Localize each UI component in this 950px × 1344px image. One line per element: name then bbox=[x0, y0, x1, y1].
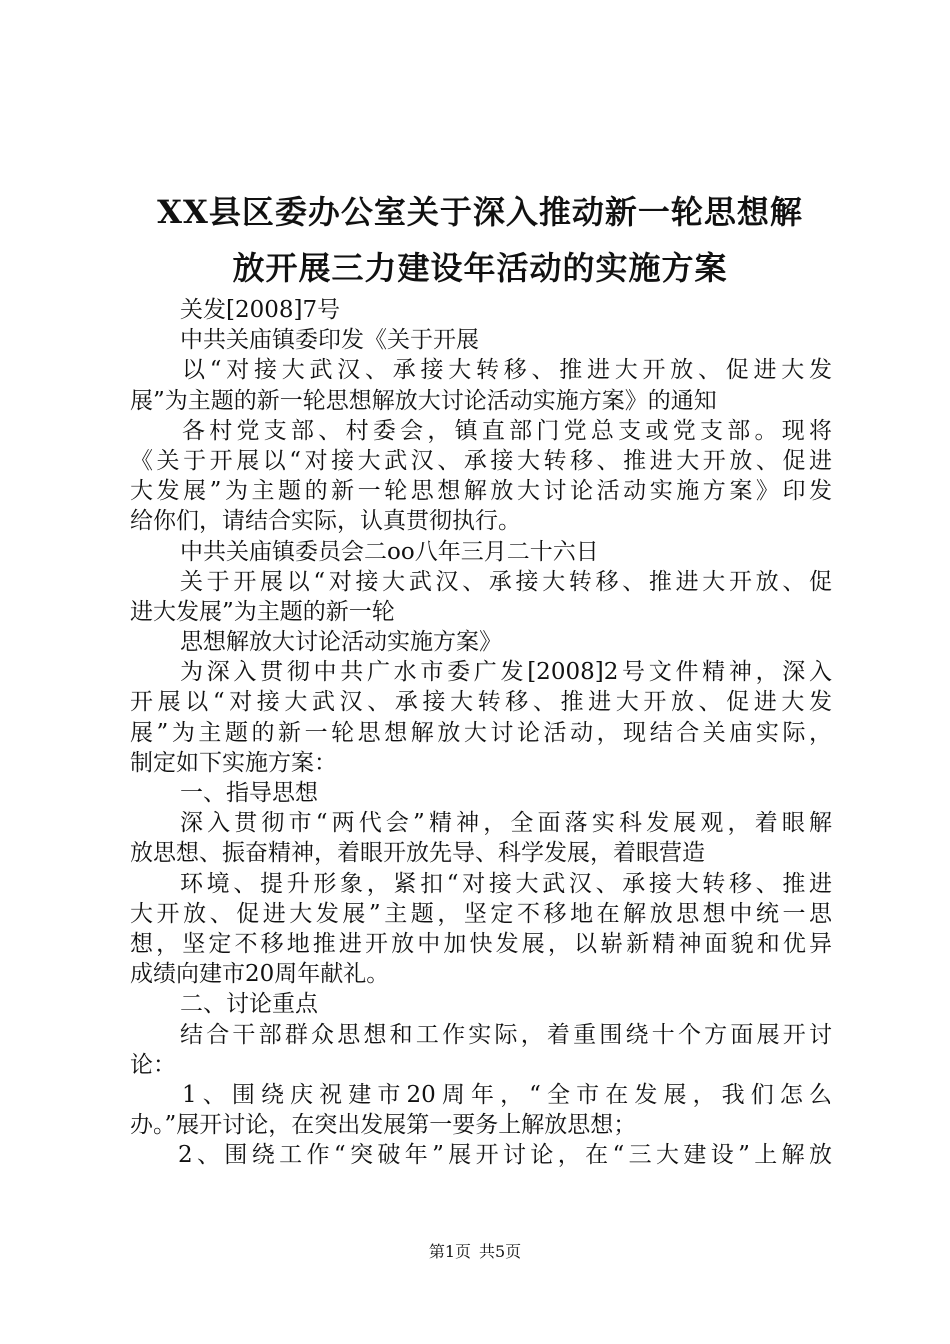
signature-date-line: 中共关庙镇委员会二oo八年三月二十六日 bbox=[180, 538, 599, 565]
page-footer bbox=[0, 1241, 950, 1263]
paragraph-line: 成绩向建市20周年献礼。 bbox=[130, 961, 390, 988]
paragraph-line: 为深入贯彻中共广水市委广发[2008]2号文件精神，深入 bbox=[180, 659, 832, 686]
document-body bbox=[130, 295, 832, 1170]
paragraph-line: 展”为主题的新一轮思想解放大讨论活动，现结合关庙实际， bbox=[130, 719, 832, 746]
doc-number: 关发[2008]7号 bbox=[180, 297, 341, 323]
paragraph-line: 想，坚定不移地推进开放中加快发展，以崭新精神面貌和优异 bbox=[130, 930, 832, 957]
paragraph-line: 给你们，请结合实际，认真贯彻执行。 bbox=[130, 508, 521, 535]
document-title-line-2: 放开展三力建设年活动的实施方案 bbox=[232, 249, 728, 287]
notice-title-line: 展”为主题的新一轮思想解放大讨论活动实施方案》的通知 bbox=[130, 387, 717, 414]
notice-title-line: 以“对接大武汉、承接大转移、推进大开放、促进大发 bbox=[182, 357, 832, 384]
section-heading: 二、讨论重点 bbox=[180, 991, 318, 1018]
plan-title-line: 关于开展以“对接大武汉、承接大转移、推进大开放、促 bbox=[180, 568, 832, 595]
paragraph-line: 深入贯彻市“两代会”精神，全面落实科发展观，着眼解 bbox=[180, 810, 832, 837]
document-title-line-1: XX县区委办公室关于深入推动新一轮思想解 bbox=[157, 193, 803, 231]
plan-title-line: 进大发展”为主题的新一轮 bbox=[130, 598, 395, 625]
issuer-line: 中共关庙镇委印发《关于开展 bbox=[180, 327, 479, 354]
list-item-line: 1、围绕庆祝建市20周年，“全市在发展，我们怎么 bbox=[182, 1081, 832, 1108]
list-item-line: 办。”展开讨论，在突出发展第一要务上解放思想； bbox=[130, 1112, 637, 1139]
section-heading: 一、指导思想 bbox=[180, 780, 318, 806]
paragraph-line: 论： bbox=[130, 1051, 176, 1078]
page-total: 共5页 bbox=[479, 1242, 522, 1261]
paragraph-line: 大发展”为主题的新一轮思想解放大讨论活动实施方案》印发 bbox=[130, 478, 832, 505]
paragraph-line: 制定如下实施方案： bbox=[130, 749, 337, 776]
page-number: 第1页 bbox=[428, 1242, 471, 1261]
plan-title-line: 思想解放大讨论活动实施方案》 bbox=[180, 629, 502, 656]
paragraph-line: 开展以“对接大武汉、承接大转移、推进大开放、促进大发 bbox=[130, 689, 832, 716]
paragraph-line: 大开放、促进大发展”主题，坚定不移地在解放思想中统一思 bbox=[130, 900, 832, 927]
paragraph-line: 放思想、振奋精神，着眼开放先导、科学发展，着眼营造 bbox=[130, 840, 705, 867]
paragraph-line: 各村党支部、村委会，镇直部门党总支或党支部。现将 bbox=[182, 417, 832, 444]
paragraph-line: 结合干部群众思想和工作实际，着重围绕十个方面展开讨 bbox=[180, 1021, 832, 1048]
paragraph-line: 环境、提升形象，紧扣“对接大武汉、承接大转移、推进 bbox=[180, 870, 832, 897]
list-item-line: 2、围绕工作“突破年”展开讨论，在“三大建设”上解放 bbox=[178, 1142, 832, 1169]
paragraph-line: 《关于开展以“对接大武汉、承接大转移、推进大开放、促进 bbox=[130, 447, 832, 474]
